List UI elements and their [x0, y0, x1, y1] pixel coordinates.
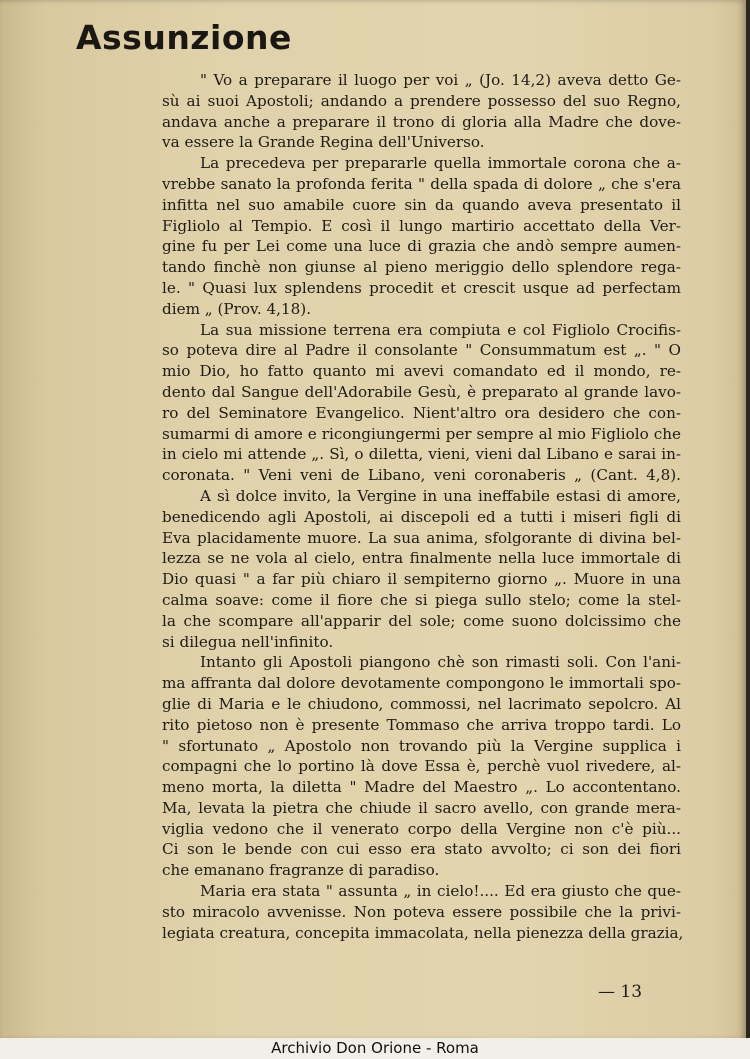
text-line: benedicendo agli Apostoli, ai discepoli ed a tutti i miseri figli di	[162, 507, 681, 526]
text-line: ro del Seminatore Evangelico. Nient'altro ora desidero che con-	[162, 403, 681, 422]
text-line: legiata creatura, concepita immacolata, nella pienezza della grazia,	[162, 923, 684, 942]
text-line: coronata. " Veni veni de Libano, veni coronaberis „ (Cant. 4,8).	[162, 466, 681, 485]
text-line: gine fu per Lei come una luce di grazia che andò sempre aumen-	[162, 237, 681, 256]
text-line: ma affranta dal dolore devotamente compongono le immortali spo-	[162, 674, 681, 693]
text-line: " Vo a preparare il luogo per voi „ (Jo. 14,2) aveva detto Ge-	[200, 71, 681, 89]
text-line: La precedeva per prepararle quella immortale corona che a-	[200, 154, 681, 173]
text-line: La sua missione terrena era compiuta e col Figliolo Crocifis-	[200, 320, 681, 339]
text-line: compagni che lo portino là dove Essa è, perchè vuol rivedere, al-	[162, 757, 681, 776]
text-line: mio Dio, ho fatto quanto mi avevi comandato ed il mondo, re-	[162, 362, 681, 381]
text-line: Ma, levata la pietra che chiude il sacro avello, con grande mera-	[162, 798, 681, 817]
text-line: in cielo mi attende „. Sì, o diletta, vieni, vieni dal Libano e sarai in-	[162, 445, 681, 464]
text-line: dento dal Sangue dell'Adorabile Gesù, è preparato al grande lavo-	[162, 382, 681, 401]
text-line: Eva placidamente muore. La sua anima, sfolgorante di divina bel-	[162, 528, 681, 547]
text-line: lezza se ne vola al cielo, entra finalmente nella luce immortale di	[162, 549, 681, 568]
text-line: viglia vedono che il venerato corpo della Vergine non c'è più...	[162, 819, 681, 838]
text-line: Ci son le bende con cui esso era stato avvolto; ci son dei fiori	[162, 840, 681, 859]
text-line: rito pietoso non è presente Tommaso che arriva troppo tardi. Lo	[162, 715, 681, 734]
text-line: sù ai suoi Apostoli; andando a prendere possesso del suo Regno,	[162, 91, 681, 110]
text-line: andava anche a preparare il trono di gloria alla Madre che dove-	[162, 112, 681, 131]
text-line: Dio quasi " a far più chiaro il sempiterno giorno „. Muore in una	[162, 570, 681, 589]
body-text	[162, 70, 684, 943]
text-line: calma soave: come il fiore che si piega sullo stelo; come la stel-	[162, 590, 681, 609]
text-line: tando finchè non giunse al pieno meriggio dello splendore rega-	[162, 258, 681, 277]
text-line: glie di Maria e le chiudono, commossi, nel lacrimato sepolcro. Al	[162, 694, 681, 713]
text-line: infitta nel suo amabile cuore sin da quando aveva presentato il	[162, 195, 681, 214]
text-line: va essere la Grande Regina dell'Universo.	[162, 133, 485, 152]
text-line: diem „ (Prov. 4,18).	[162, 299, 312, 318]
text-line: la che scompare all'apparir del sole; come suono dolcissimo che	[162, 611, 681, 630]
text-line: A sì dolce invito, la Vergine in una ineffabile estasi di amore,	[200, 486, 681, 505]
text-line: le. " Quasi lux splendens procedit et crescit usque ad perfectam	[162, 278, 681, 297]
archive-footer: Archivio Don Orione - Roma	[0, 1038, 750, 1059]
text-line: Figliolo al Tempio. E così il lungo martirio accettato della Ver-	[162, 216, 681, 235]
text-line: so poteva dire al Padre il consolante " Consummatum est „. " O	[162, 341, 681, 360]
text-line: Maria era stata " assunta „ in cielo!.... Ed era giusto che que-	[200, 882, 681, 901]
text-line: che emanano fragranze di paradiso.	[162, 861, 440, 880]
text-line: meno morta, la diletta " Madre del Maestro „. Lo accontentano.	[162, 778, 681, 797]
text-line: sto miracolo avvenisse. Non poteva essere possibile che la privi-	[162, 902, 681, 921]
text-line: vrebbe sanato la profonda ferita " della spada di dolore „ che s'era	[162, 174, 681, 193]
text-line: " sfortunato „ Apostolo non trovando più la Vergine supplica i	[162, 736, 681, 755]
text-line: Intanto gli Apostoli piangono chè son rimasti soli. Con l'ani-	[200, 653, 681, 672]
text-line: si dilegua nell'infinito.	[162, 632, 334, 651]
text-line: sumarmi di amore e ricongiungermi per sempre al mio Figliolo che	[162, 424, 681, 443]
page-number: — 13	[598, 982, 643, 1002]
page-title: Assunzione	[76, 18, 292, 57]
